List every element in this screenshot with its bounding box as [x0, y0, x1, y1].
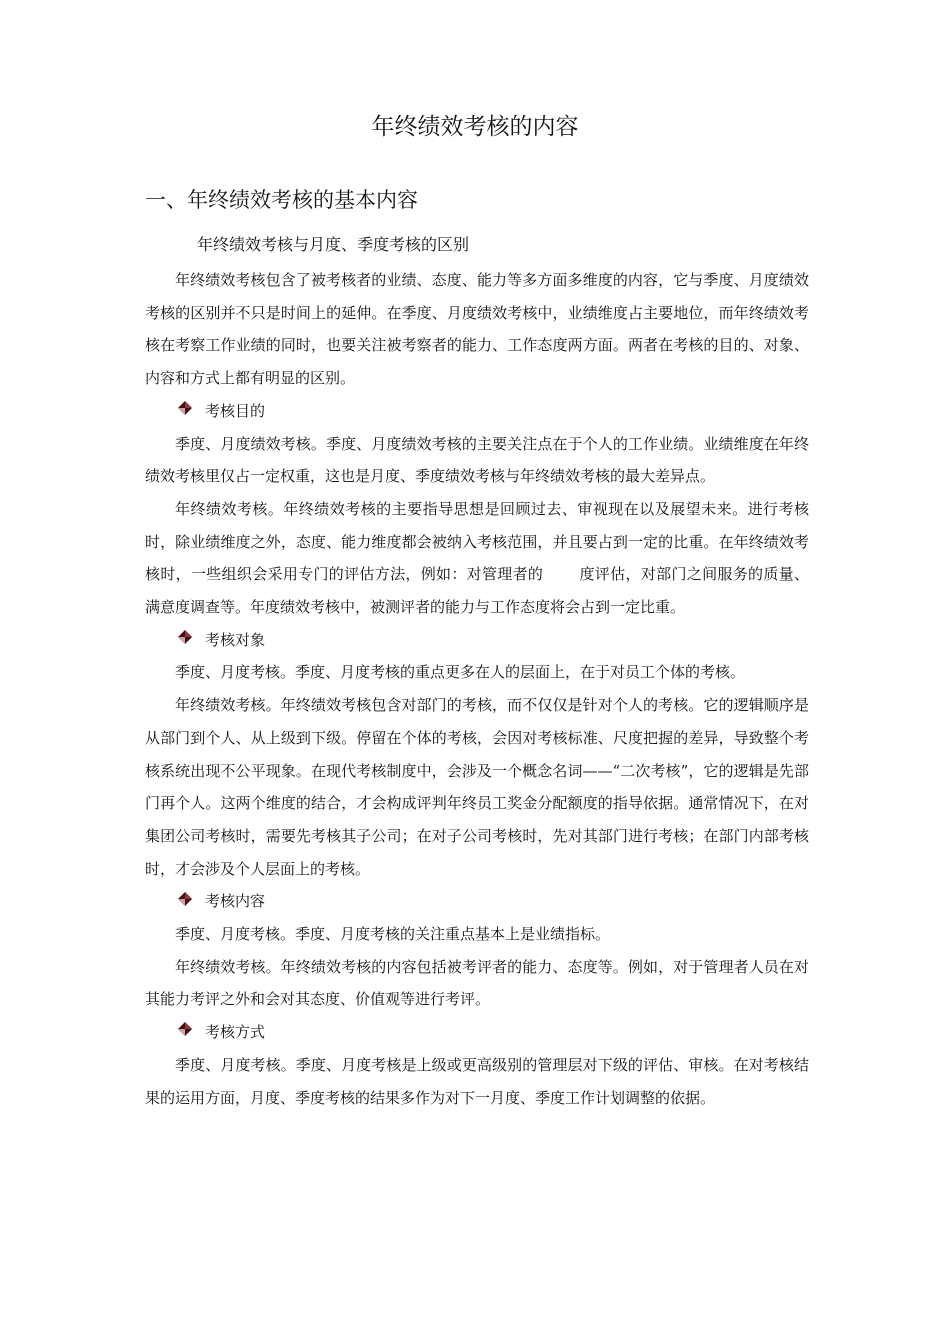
bullet-label: 考核对象 — [205, 630, 266, 649]
diamond-bullet-icon — [177, 891, 193, 907]
section-heading: 一、年终绩效考核的基本内容 — [145, 188, 418, 212]
paragraph: 季度、月度绩效考核。季度、月度绩效考核的主要关注点在于个人的工作业绩。业绩维度在年终绩效考核里仅占一定权重，这也是月度、季度绩效考核与年终绩效考核的最大差异点。 — [145, 434, 809, 486]
bullet-method — [145, 1016, 809, 1049]
bullet-label: 考核内容 — [205, 892, 266, 911]
document-body — [145, 264, 809, 1114]
diamond-bullet-icon — [177, 1021, 193, 1037]
bullet-content — [145, 885, 809, 918]
bullet-purpose — [145, 395, 809, 428]
intro-paragraph: 年终绩效考核包含了被考核者的业绩、态度、能力等多方面多维度的内容，它与季度、月度绩效考核的区别并不只是时间上的延伸。在季度、月度绩效考核中，业绩维度占主要地位，而年终绩效考核在考察工作业绩的同时，也要关注被考察者的能力、工作态度两方面。两者在考核的目的、对象、内容和方式上都有明显的区别。 — [145, 271, 809, 388]
subsection-heading: 年终绩效考核与月度、季度考核的区别 — [197, 235, 470, 254]
diamond-bullet-icon — [177, 629, 193, 645]
page-title: 年终绩效考核的内容 — [371, 114, 579, 140]
paragraph: 年终绩效考核。年终绩效考核的主要指导思想是回顾过去、审视现在以及展望未来。进行考核时，除业绩维度之外，态度、能力维度都会被纳入考核范围，并且要占到一定的比重。在年终绩效考核时，一些组织会采用专门的评估方法，例如：对管理者的 度评估，对部门之间服务的质量、满意度调查等。年度绩效考核中，被测评者的能力与工作态度将会占到一定比重。 — [145, 499, 809, 617]
paragraph: 季度、月度考核。季度、月度考核是上级或更高级别的管理层对下级的评估、审核。在对考核结果的运用方面，月度、季度考核的结果多作为对下一月度、季度工作计划调整的依据。 — [145, 1055, 809, 1107]
bullet-target — [145, 624, 809, 657]
bullet-label: 考核目的 — [205, 401, 266, 420]
bullet-label: 考核方式 — [205, 1023, 266, 1042]
diamond-bullet-icon — [177, 400, 193, 416]
paragraph: 季度、月度考核。季度、月度考核的重点更多在人的层面上，在于对员工个体的考核。 — [175, 663, 746, 682]
paragraph: 季度、月度考核。季度、月度考核的关注重点基本上是业绩指标。 — [175, 925, 611, 944]
paragraph: 年终绩效考核。年终绩效考核的内容包括被考评者的能力、态度等。例如，对于管理者人员在对其能力考评之外和会对其态度、价值观等进行考评。 — [145, 957, 809, 1009]
paragraph: 年终绩效考核。年终绩效考核包含对部门的考核，而不仅仅是针对个人的考核。它的逻辑顺序是从部门到个人、从上级到下级。停留在个体的考核，会因对考核标准、尺度把握的差异，导致整个考核系统出现不公平现象。在现代考核制度中，会涉及一个概念名词——“二次考核”，它的逻辑是先部门再个人。这两个维度的结合，才会构成评判年终员工奖金分配额度的指导依据。通常情况下，在对集团公司考核时，需要先考核其子公司；在对子公司考核时，先对其部门进行考核；在部门内部考核时，才会涉及个人层面上的考核。 — [145, 696, 809, 878]
